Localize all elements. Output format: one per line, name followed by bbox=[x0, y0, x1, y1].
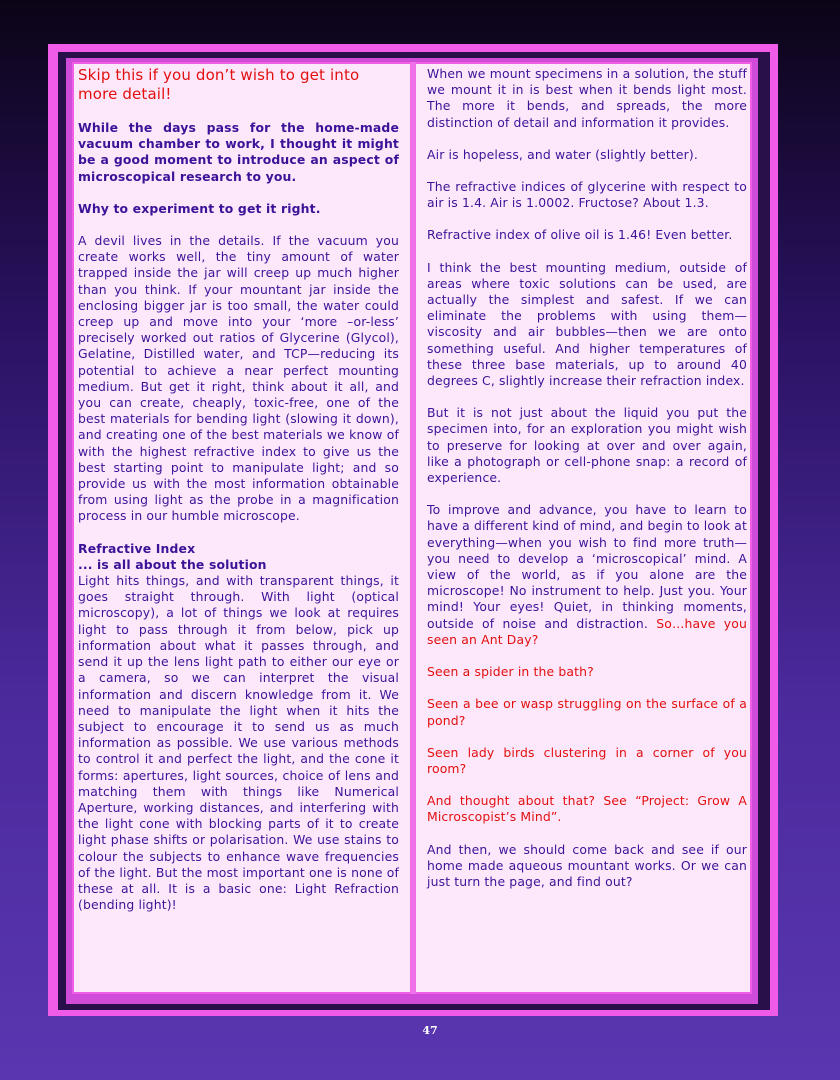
body-paragraph: When we mount specimens in a solution, the stuff we mount it in is best when it bends light most. The more it bends, and spreads, the more distinction of detail and information it provides. bbox=[427, 66, 747, 130]
intro-paragraph: While the days pass for the home-made vacuum chamber to work, I thought it might be a good moment to introduce an aspect of microscopical research to you. bbox=[78, 120, 399, 184]
headline: Skip this if you don’t wish to get into more detail! bbox=[78, 66, 360, 103]
body-paragraph: Refractive index of olive oil is 1.46! Even better. bbox=[427, 227, 733, 243]
question: Seen a bee or wasp struggling on the surface of a pond? bbox=[427, 696, 747, 728]
question: And thought about that? See “Project: Grow A Microscopist’s Mind”. bbox=[427, 793, 747, 825]
body-paragraph: A devil lives in the details. If the vacuum you create works well, the tiny amount of water trapped inside the jar will creep up much higher than you think. If your mountant jar inside the enclosing bigger jar is too small, the water could creep up and move into your ‘more –or-less’ precisely worked out ratios of Glycerine (Glycol), Gelatine, Distilled water, and TCP—reducing its potential to achieve a near perfect mounting medium. But get it right, think about it all, and you can create, cheaply, toxic-free, one of the best materials for bending light (slowing it down), and creating one of the best materials we know of with the highest refractive index to give us the best starting point to manipulate light; and so provide us with the most information obtainable from using light as the probe in a magnification process in our humble microscope. bbox=[78, 233, 399, 524]
column-divider bbox=[410, 62, 416, 994]
body-text: To improve and advance, you have to learn to have a different kind of mind, and begin to look at everything—when you wish to find more truth—you need to develop a ‘microscopical’ mind. A view of the world, as if you alone are the microscope! No instrument to help. Just you. Your mind! Your eyes! Quiet, in thinking moments, outside of noise and distraction. bbox=[427, 502, 747, 631]
left-column bbox=[78, 66, 399, 929]
body-paragraph bbox=[427, 502, 747, 648]
section-subtitle: ... is all about the solution bbox=[78, 556, 267, 572]
closing-paragraph: And then, we should come back and see if our home made aqueous mountant works. Or we can just turn the page, and find out? bbox=[427, 841, 747, 889]
subheading: Why to experiment to get it right. bbox=[78, 200, 321, 216]
question: Seen a spider in the bath? bbox=[427, 664, 594, 680]
page-number: 47 bbox=[422, 1024, 438, 1037]
body-paragraph: I think the best mounting medium, outside of areas where toxic solutions can be used, are actually the simplest and safest. If we can eliminate the problems with using them—viscosity and air bubbles—then we are onto something useful. And higher temperatures of these three base materials, up to around 40 degrees C, slightly increase their refraction index. bbox=[427, 259, 747, 389]
question: Seen lady birds clustering in a corner of you room? bbox=[427, 744, 747, 776]
section-title: Refractive Index bbox=[78, 540, 196, 556]
right-column bbox=[427, 66, 747, 906]
body-paragraph: Light hits things, and with transparent things, it goes straight through. With light (optical microscopy), a lot of things we look at requires light to pass through it from below, pick up information about what it passes through, and send it up the lens light path to either our eye or a camera, so we can interpret the visual information and discern knowledge from it. We need to manipulate the light when it hits the subject to encourage it to send us as much information as possible. We use various methods to control it and perfect the light, and the cone it forms: apertures, light sources, choice of lens and matching them with things like Numerical Aperture, working distances, and interfering with the light cone with blocking parts of it to create light phase shifts or polarisation. We use stains to colour the subjects to enhance wave frequencies of the light. But the most important one is none of these at all. It is a basic one: Light Refraction (bending light)! bbox=[78, 573, 399, 913]
question-text: So…have you seen an Ant Day? bbox=[427, 615, 748, 647]
body-paragraph: But it is not just about the liquid you put the specimen into, for an exploration you might wish to preserve for looking at over and over again, like a photograph or cell-phone snap: a record of experience. bbox=[427, 405, 747, 486]
body-paragraph: The refractive indices of glycerine with respect to air is 1.4. Air is 1.0002. Fructose? About 1.3. bbox=[427, 179, 747, 211]
body-paragraph: Air is hopeless, and water (slightly better). bbox=[427, 146, 698, 162]
